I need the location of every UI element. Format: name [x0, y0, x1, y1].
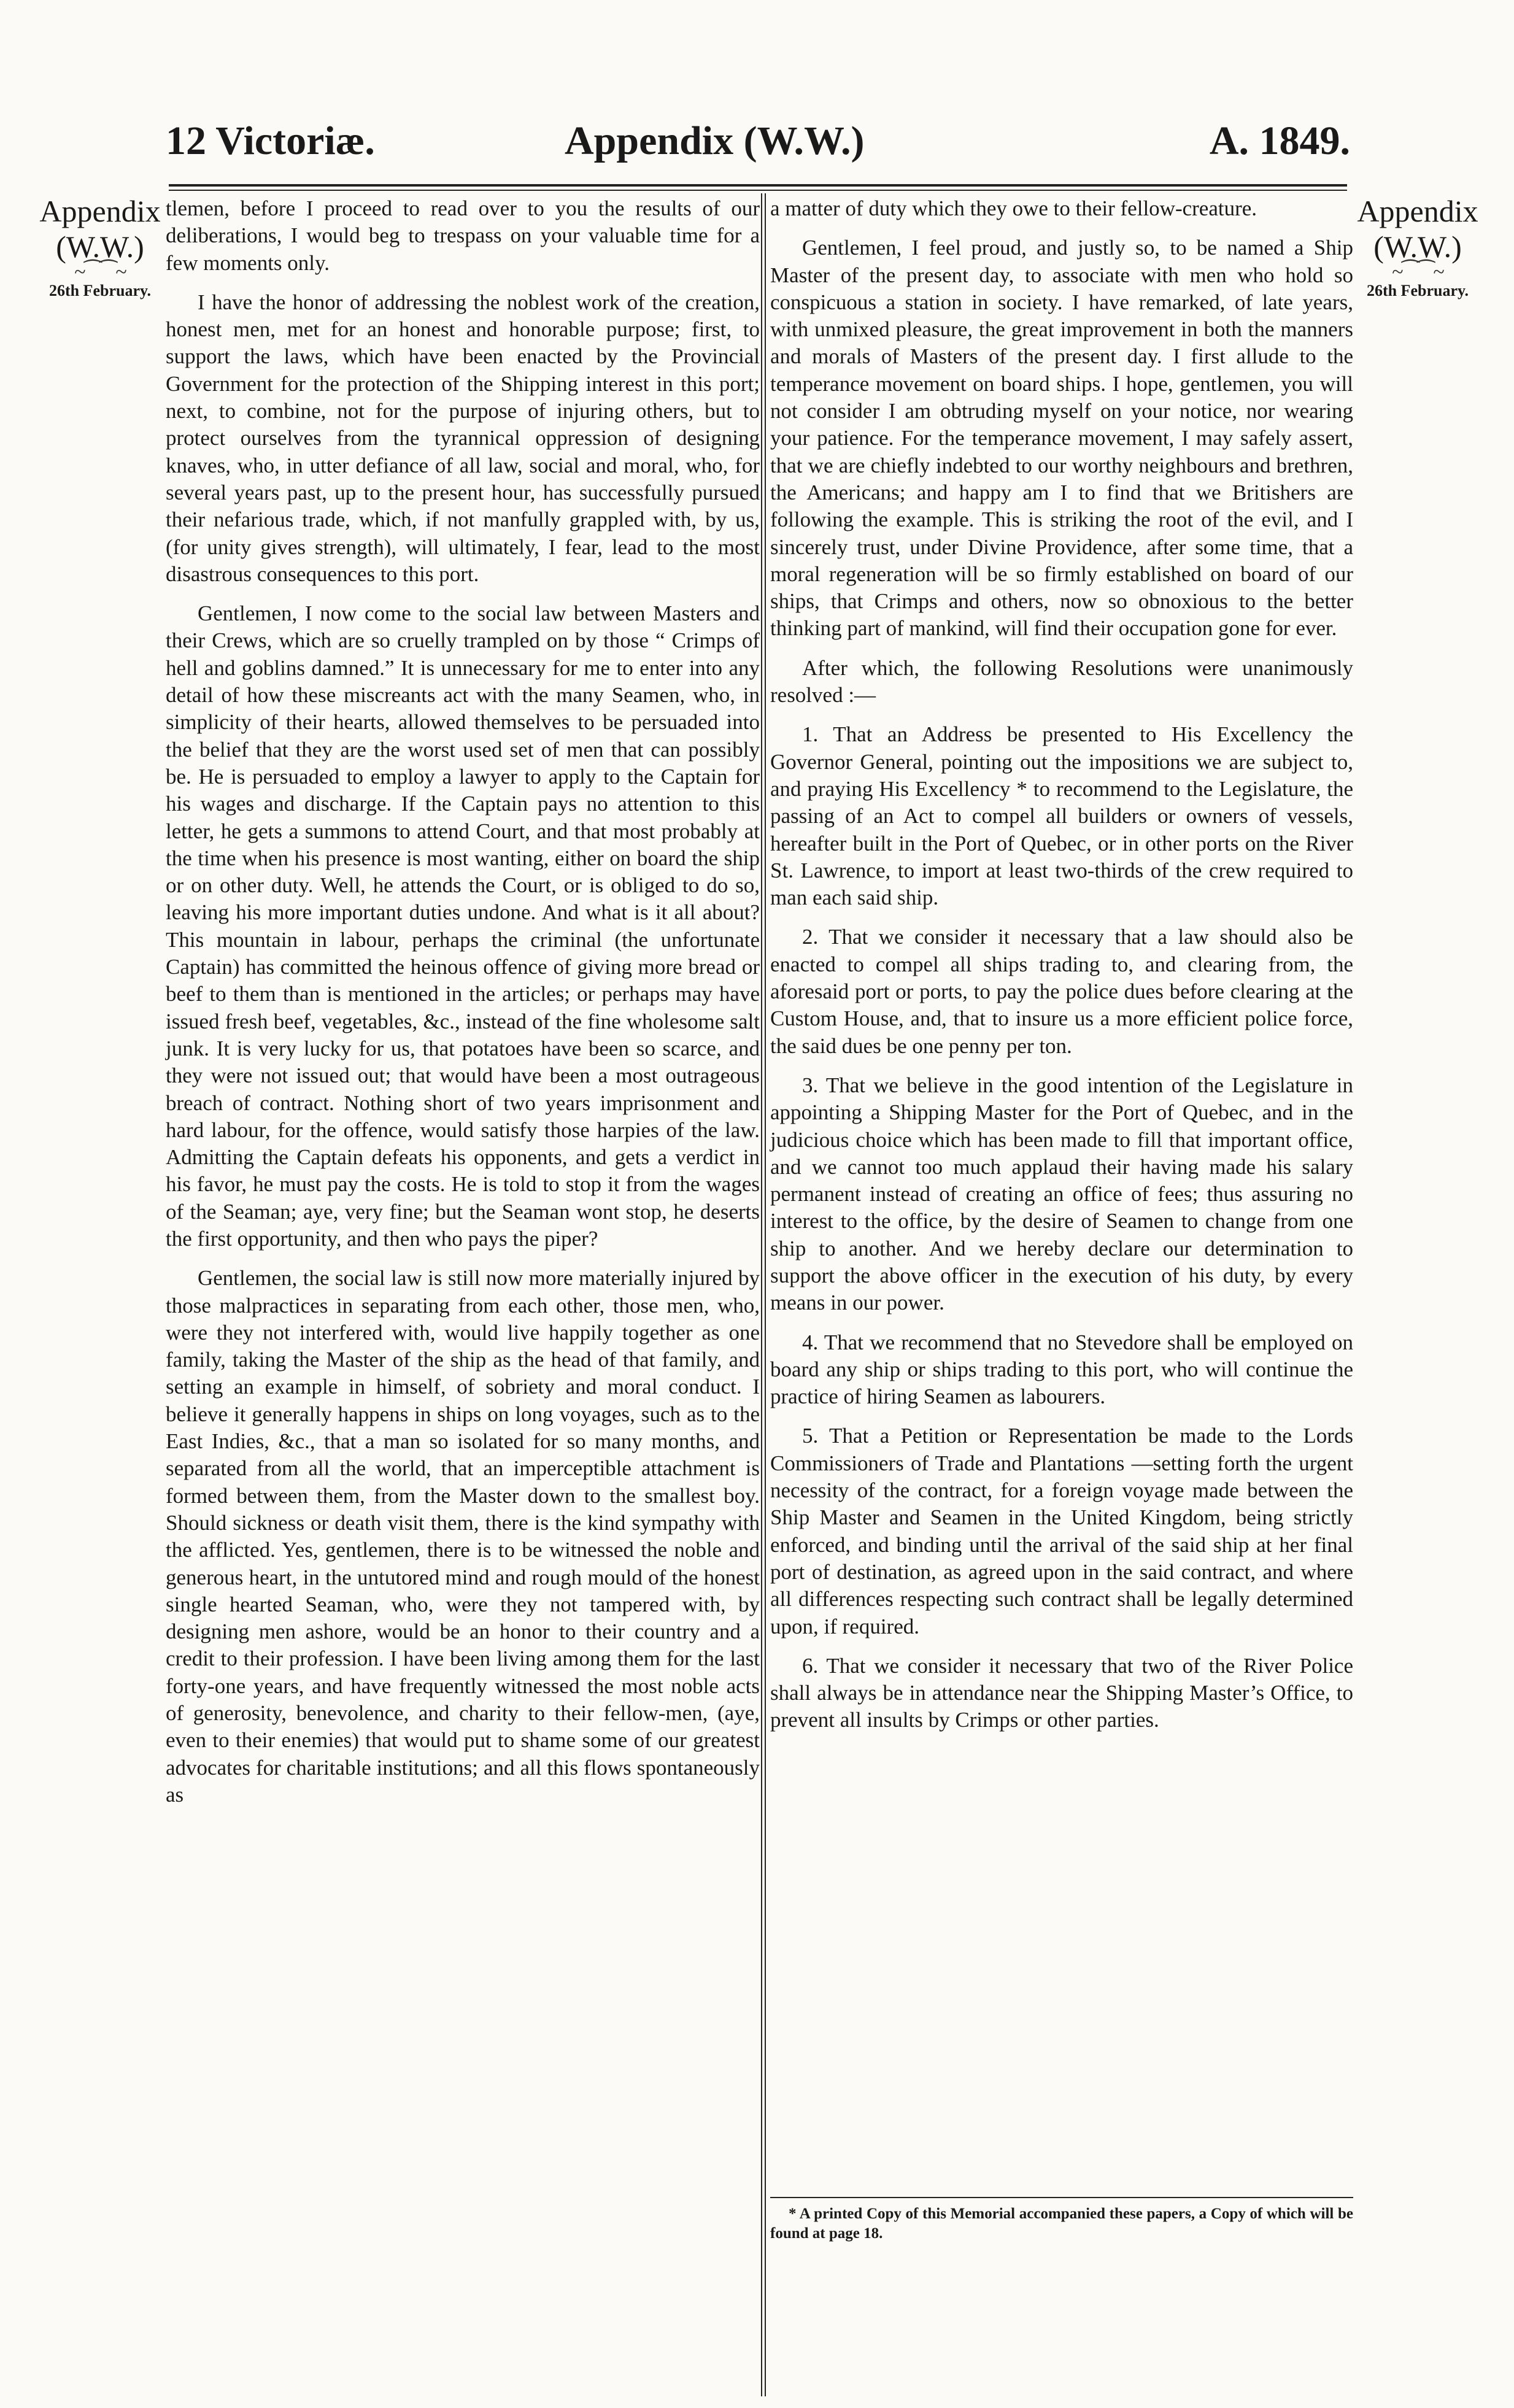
margin-appendix-label: Appendix	[39, 194, 161, 228]
right-margin-note	[1347, 193, 1488, 301]
column-divider-left	[761, 193, 762, 2396]
header-title: Appendix (W.W.)	[565, 118, 865, 163]
header-session: 12 Victoriæ.	[166, 118, 375, 163]
paragraph: Gentlemen, I now come to the social law between Masters and their Crews, which are so cruelly trampled on by those “ Crimps of hell and goblins damned.” It is unnecessary for me to enter into any detail of how these miscreants act with the many Seamen, who, in simplicity of their hearts, allowed themselves to be persuaded into the belief that they are the worst used set of men that can possibly be. He is persuaded to employ a lawyer to apply to the Captain for his wages and discharge. If the Captain pays no attention to this letter, he gets a summons to attend Court, and that most probably at the time when his presence is most wanting, either on board the ship or on other duty. Well, he attends the Court, or is obliged to do so, leaving his more important duties undone. And what is it all about? This mountain in labour, perhaps the criminal (the unfortunate Captain) has committed the heinous offence of giving more bread or beef to them than is mentioned in the articles; or perhaps may have issued fresh beef, vegetables, &c., instead of the fine wholesome salt junk. It is very lucky for us, that potatoes have been so scarce, and they were not issued out; that would have been a most outrageous breach of contract. Nothing short of two years imprisonment and hard labour, for the offence, would satisfy those harpies of the law. Admitting the Captain defeats his opponents, and gets a verdict in his favor, he must pay the costs. He is told to stop it from the wages of the Seaman; aye, very fine; but the Seaman wont stop, he deserts the first opportunity, and then who pays the piper?	[166, 601, 760, 1251]
margin-date: 26th February.	[1366, 282, 1469, 299]
page-header	[166, 110, 1350, 172]
header-rule-top	[169, 184, 1347, 187]
left-column	[166, 195, 760, 1821]
left-margin-note	[29, 193, 171, 301]
resolution: 5. That a Petition or Representation be made to the Lords Commissioners of Trade and Plantations —setting forth the urgent necessity of the contract, for a foreign voyage made between the Ship Master and Seamen in the United Kingdom, being strictly enforced, and binding until the arrival of the said ship at her final port of destination, as agreed upon in the said contract, and where all differences respecting such contract shall be legally determined upon, if required.	[770, 1424, 1353, 1638]
resolution: 2. That we consider it necessary that a law should also be enacted to compel all ships trading to, and clearing from, the aforesaid port or ports, to pay the police dues before clearing at the Custom House, and, that to insure us a more efficient police force, the said dues be one penny per ton.	[770, 925, 1353, 1058]
resolution: 4. That we recommend that no Stevedore shall be employed on board any ship or ships trading to this port, who will continue the practice of hiring Seamen as labourers.	[770, 1330, 1353, 1409]
flourish-ornament-icon: ~⁀⁀~	[1392, 261, 1443, 284]
paragraph: I have the honor of addressing the noblest work of the creation, honest men, met for an honest and honorable purpose; first, to support the laws, which have been enacted by the Provincial Government for the protection of the Shipping interest in this port; next, to combine, not for the purpose of injuring others, but to protect ourselves from the tyrannical oppression of designing knaves, who, in utter defiance of all law, social and moral, who, for several years past, up to the present hour, has successfully pursued their nefarious trade, which, if not manfully grappled with, by us, (for unity gives strength), will ultimately, I fear, lead to the most disastrous consequences to this port.	[166, 290, 760, 586]
right-column	[770, 195, 1353, 1746]
header-year: A. 1849.	[1209, 118, 1350, 163]
resolution: 6. That we consider it necessary that two of the River Police shall always be in attendance near the Shipping Master’s Office, to prevent all insults by Crimps or other parties.	[770, 1653, 1353, 1732]
resolution: 1. That an Address be presented to His Excellency the Governor General, pointing out the impositions we are subject to, and praying His Excellency * to recommend to the Legislature, the passing of an Act to compel all builders or owners of vessels, hereafter built in the Port of Quebec, or in other ports on the River St. Lawrence, to import at least two-thirds of the crew required to man each said ship.	[770, 722, 1353, 910]
margin-date: 26th February.	[48, 282, 152, 299]
paragraph: Gentlemen, the social law is still now more materially injured by those malpractices in separating from each other, those men, who, were they not interfered with, would live happily together as one family, taking the Master of the ship as the head of that family, and setting an example in himself, of sobriety and moral conduct. I believe it generally happens in ships on long voyages, such as to the East Indies, &c., that a man so isolated for so many months, and separated from all the world, that an imperceptible attachment is formed between them, from the Master down to the smallest boy. Should sickness or death visit them, there is the kind sympathy with the afflicted. Yes, gentlemen, there is to be witnessed the noble and generous heart, in the untutored mind and rough mould of the honest single hearted Seaman, who, were they not tampered with, by designing men ashore, would be an honor to their country and a credit to their profession. I have been living among them for the last forty-one years, and have frequently witnessed the most noble acts of generosity, benevolence, and charity to their fellow-men, (aye, even to their enemies) that would put to shame some of our greatest advocates for charitable institutions; and all this flows spontaneously as	[166, 1266, 760, 1807]
paragraph: tlemen, before I proceed to read over to you the results of our deliberations, I would beg to trespass on your valuable time for a few moments only.	[166, 196, 760, 275]
header-rule-bottom	[169, 190, 1347, 191]
margin-appendix-code: (W.W.)	[56, 230, 144, 264]
footnote-rule	[770, 2197, 1353, 2198]
resolution: 3. That we believe in the good intention of the Legislature in appointing a Shipping Master for the Port of Quebec, and in the judicious choice which has been made to fill that important office, and we cannot too much applaud their having made his salary permanent instead of creating an office of fees; thus assuring no interest to the office, by the desire of Seamen to change from one ship to another. And we hereby declare our determination to support the above officer in the execution of his duty, by every means in our power.	[770, 1073, 1353, 1315]
footnote-text: * A printed Copy of this Memorial accompanied these papers, a Copy of which will be found at page 18.	[770, 2205, 1353, 2242]
footnote	[770, 2204, 1353, 2244]
paragraph: a matter of duty which they owe to their fellow-creature.	[770, 196, 1257, 220]
paragraph: After which, the following Resolutions were unanimously resolved :—	[770, 655, 1353, 708]
column-divider-right	[765, 193, 766, 2396]
flourish-ornament-icon: ~⁀⁀~	[74, 261, 126, 284]
paragraph: Gentlemen, I feel proud, and justly so, to be named a Ship Master of the present day, to associate with men who hold so conspicuous a station in society. I have remarked, of late years, with unmixed pleasure, the great improvement in both the manners and morals of Masters of the present day. I first allude to the temperance movement on board ships. I hope, gentlemen, you will not consider I am obtruding myself on your notice, nor wearing your patience. For the temperance movement, I may safely assert, that we are chiefly indebted to our worthy neighbours and brethren, the Americans; and happy am I to find that we Britishers are following the example. This is striking the root of the evil, and I sincerely trust, under Divine Providence, after some time, that a moral regeneration will be so firmly established on board of our ships, that Crimps and others, now so obnoxious to the better thinking part of mankind, will find their occupation gone for ever.	[770, 236, 1353, 641]
margin-appendix-label: Appendix	[1357, 194, 1478, 228]
margin-appendix-code: (W.W.)	[1373, 230, 1462, 264]
